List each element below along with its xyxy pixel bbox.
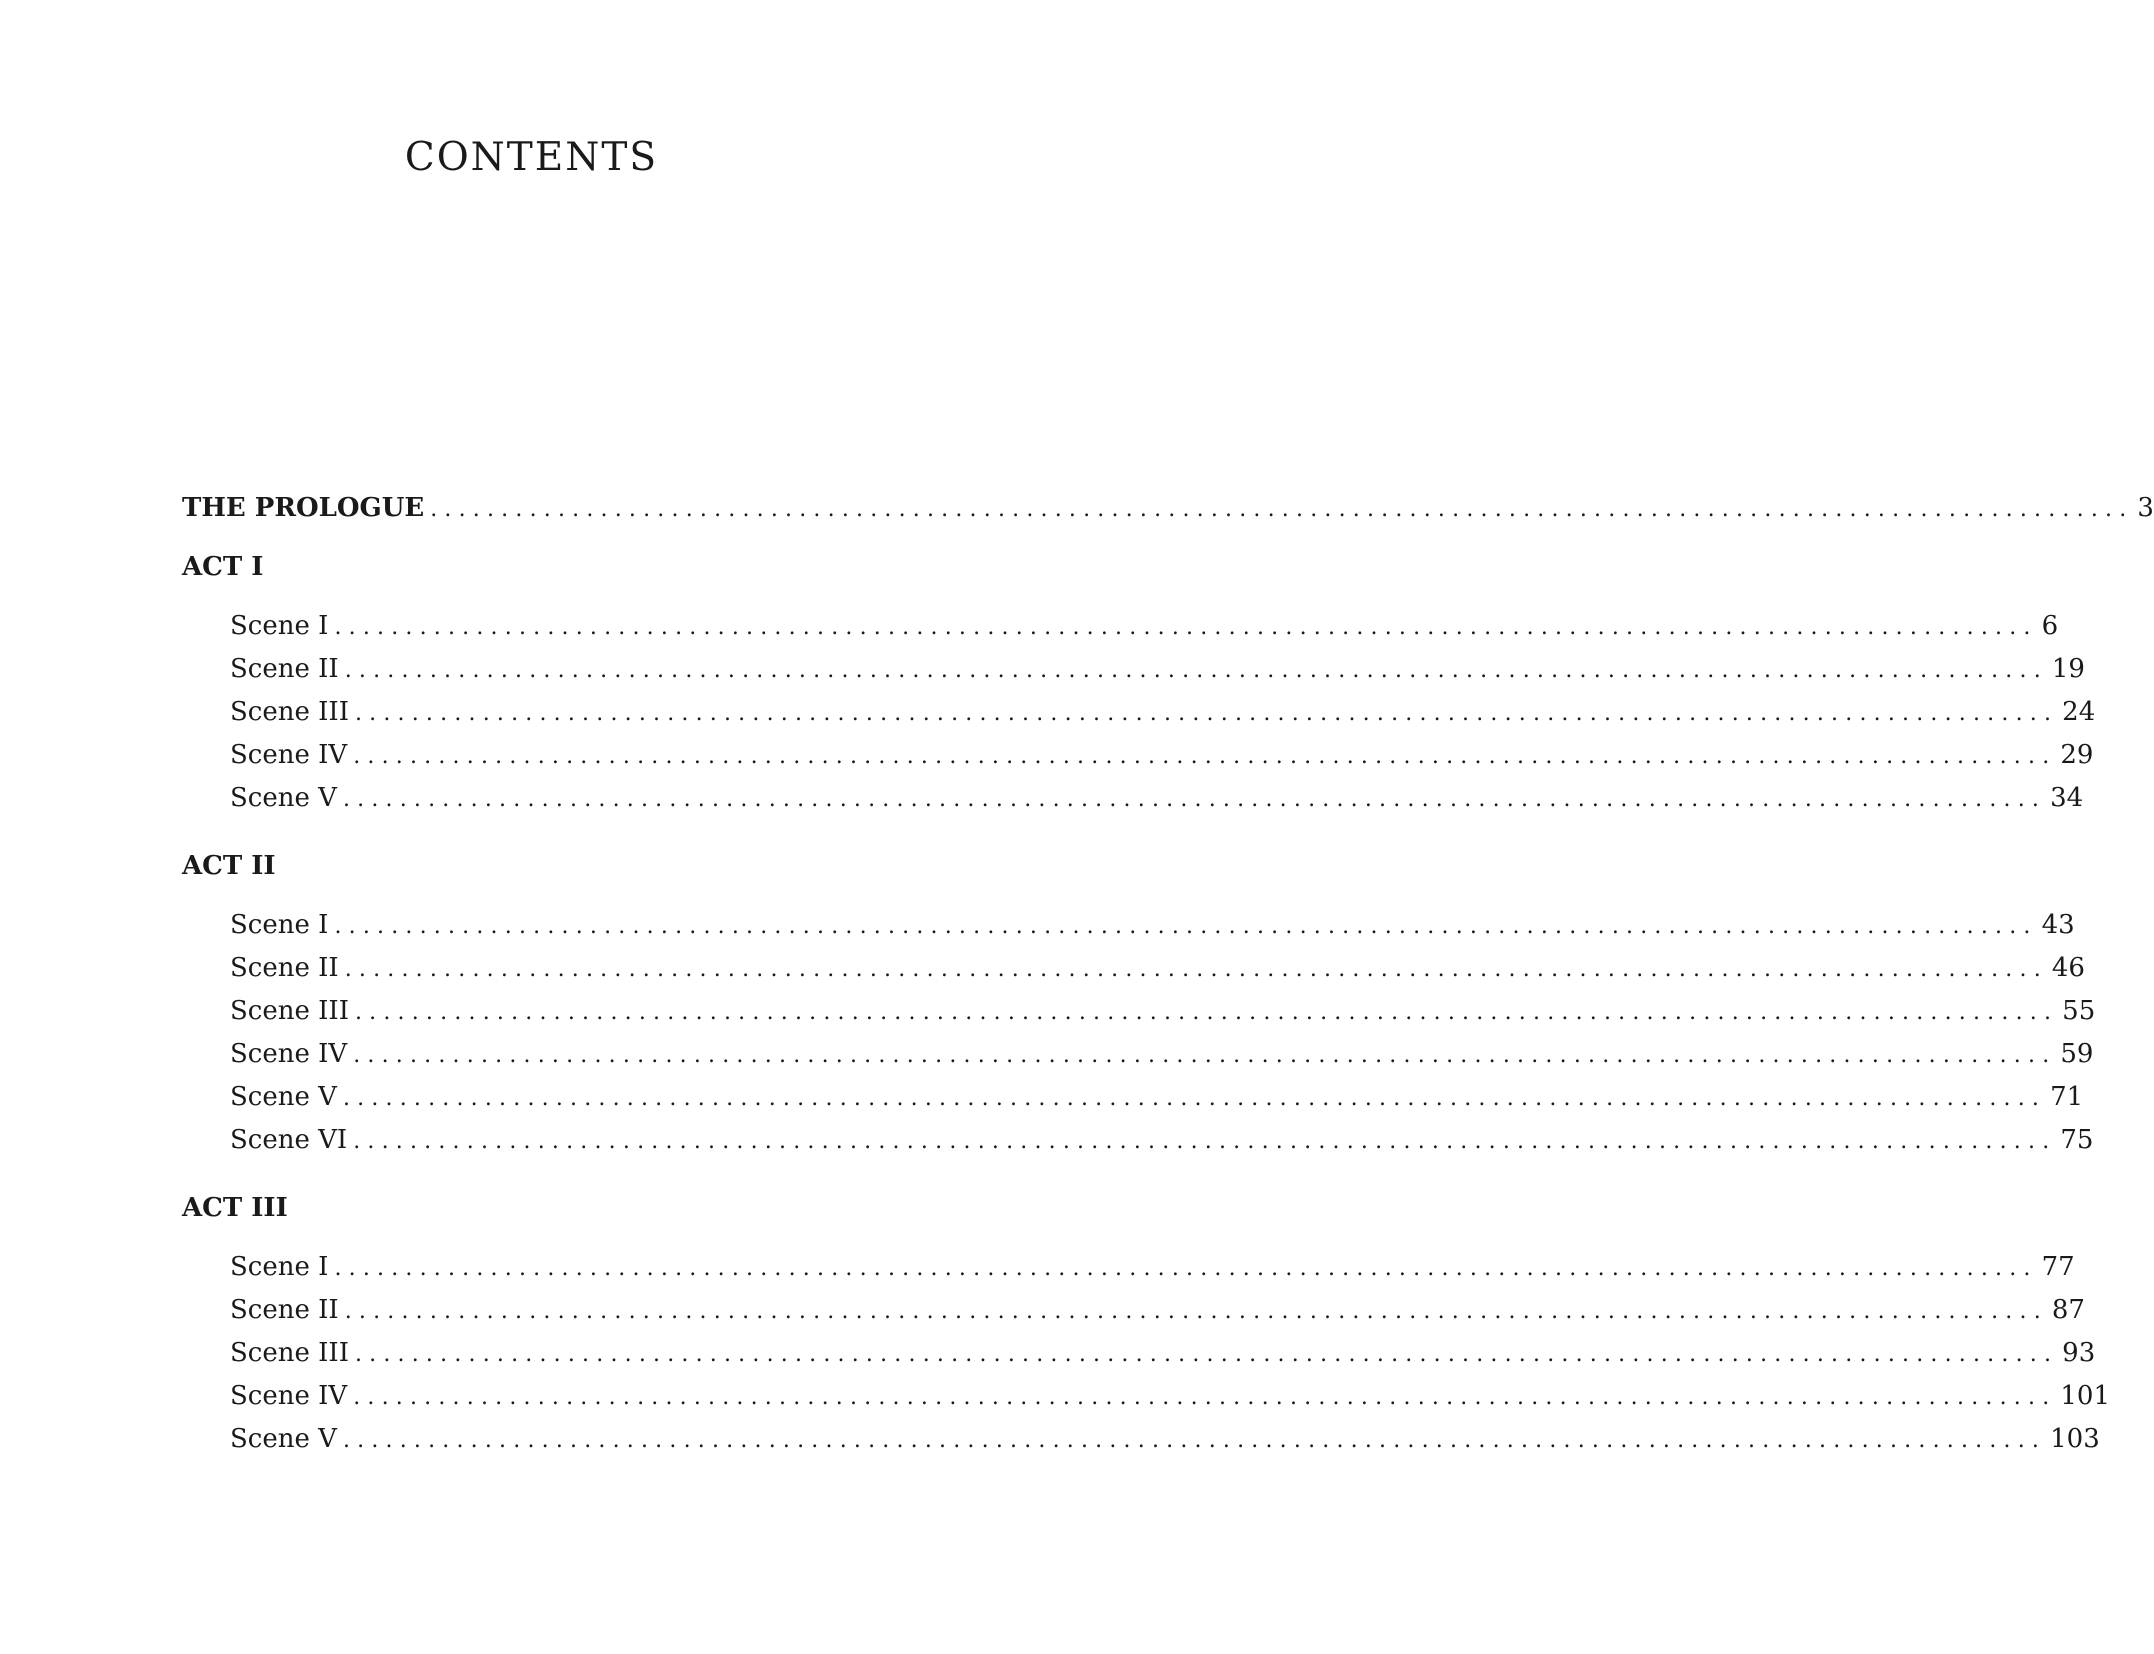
dot-leader: ........................................................................................................................: [342, 1428, 2047, 1453]
page-title: CONTENTS: [404, 135, 659, 180]
dot-leader: ........................................................................................................................: [344, 957, 2048, 982]
dot-leader: ........................................................................................................................: [354, 1342, 2059, 1367]
toc-page-number: 46: [2051, 953, 2085, 983]
toc-entry-label: Scene IV: [230, 1039, 348, 1069]
toc-entry-label: Scene II: [230, 953, 339, 983]
toc-entry-scene[interactable]: [230, 995, 2096, 1027]
dot-leader: ........................................................................................................................: [353, 744, 2057, 769]
toc-entry-label: Scene III: [230, 1338, 349, 1368]
toc-entry-label: Scene III: [230, 996, 349, 1026]
dot-leader: ........................................................................................................................: [353, 1043, 2057, 1068]
toc-entry-scene[interactable]: [230, 952, 2085, 984]
dot-leader: ........................................................................................................................: [354, 1000, 2059, 1025]
act-heading: ACT I: [182, 552, 264, 582]
dot-leader: ........................................................................................................................: [342, 1086, 2047, 1111]
toc-page-number: 55: [2062, 996, 2096, 1026]
toc-entry-scene[interactable]: [230, 610, 2059, 642]
toc-page-number: 71: [2050, 1082, 2084, 1112]
toc-page-number: 87: [2051, 1295, 2085, 1325]
toc-entry-scene[interactable]: [230, 696, 2096, 728]
toc-entry-scene[interactable]: [230, 1337, 2096, 1369]
dot-leader: ........................................................................................................................: [334, 914, 2038, 939]
toc-page-number: 59: [2060, 1039, 2094, 1069]
toc-entry-prologue[interactable]: [182, 492, 2154, 524]
toc-page-number: 101: [2060, 1381, 2111, 1411]
toc-entry-label: Scene II: [230, 654, 339, 684]
toc-entry-label: Scene III: [230, 697, 349, 727]
toc-entry-scene[interactable]: [230, 909, 2075, 941]
toc-page-number: 93: [2062, 1338, 2096, 1368]
dot-leader: ........................................................................................................................: [344, 658, 2048, 683]
dot-leader: ........................................................................................................................: [334, 615, 2038, 640]
toc-page-number: 77: [2041, 1252, 2075, 1282]
toc-page-number: 75: [2060, 1125, 2094, 1155]
toc-entry-label: Scene V: [230, 1082, 337, 1112]
dot-leader: ........................................................................................................................: [353, 1385, 2057, 1410]
toc-entry-scene[interactable]: [230, 1251, 2075, 1283]
dot-leader: ........................................................................................................................: [334, 1256, 2038, 1281]
toc-entry-scene[interactable]: [230, 1124, 2094, 1156]
toc-page-number: 103: [2050, 1424, 2100, 1454]
toc-entry-scene[interactable]: [230, 782, 2084, 814]
toc-entry-label: Scene V: [230, 783, 337, 813]
toc-entry-label: Scene IV: [230, 1381, 348, 1411]
dot-leader: ........................................................................................................................: [344, 1299, 2048, 1324]
toc-entry-scene[interactable]: [230, 739, 2094, 771]
act-heading: ACT II: [182, 851, 276, 881]
toc-entry-scene[interactable]: [230, 653, 2085, 685]
toc-entry-label: Scene IV: [230, 740, 348, 770]
dot-leader: ........................................................................................................................: [353, 1129, 2057, 1154]
toc-entry-label: Scene I: [230, 611, 329, 641]
toc-page-number: 6: [2041, 611, 2059, 641]
toc-page-number: 3: [2137, 493, 2154, 523]
toc-entry-label: Scene V: [230, 1424, 337, 1454]
toc-page-number: 34: [2050, 783, 2084, 813]
dot-leader: ........................................................................................................................: [342, 787, 2047, 812]
toc-page-number: 29: [2060, 740, 2094, 770]
toc-page-number: 43: [2041, 910, 2075, 940]
toc-entry-scene[interactable]: [230, 1038, 2094, 1070]
dot-leader: ........................................................................................................................: [430, 497, 2134, 522]
act-heading: ACT III: [182, 1193, 288, 1223]
toc-page-number: 24: [2062, 697, 2096, 727]
toc-entry-scene[interactable]: [230, 1081, 2084, 1113]
toc-entry-label: Scene II: [230, 1295, 339, 1325]
toc-entry-label: Scene VI: [230, 1125, 348, 1155]
toc-entry-scene[interactable]: [230, 1294, 2085, 1326]
toc-entry-label: Scene I: [230, 910, 329, 940]
dot-leader: ........................................................................................................................: [354, 701, 2059, 726]
toc-entry-scene[interactable]: [230, 1423, 2100, 1455]
toc-page-number: 19: [2051, 654, 2085, 684]
toc-entry-scene[interactable]: [230, 1380, 2111, 1412]
toc-entry-label: Scene I: [230, 1252, 329, 1282]
toc-entry-label: THE PROLOGUE: [182, 493, 425, 523]
